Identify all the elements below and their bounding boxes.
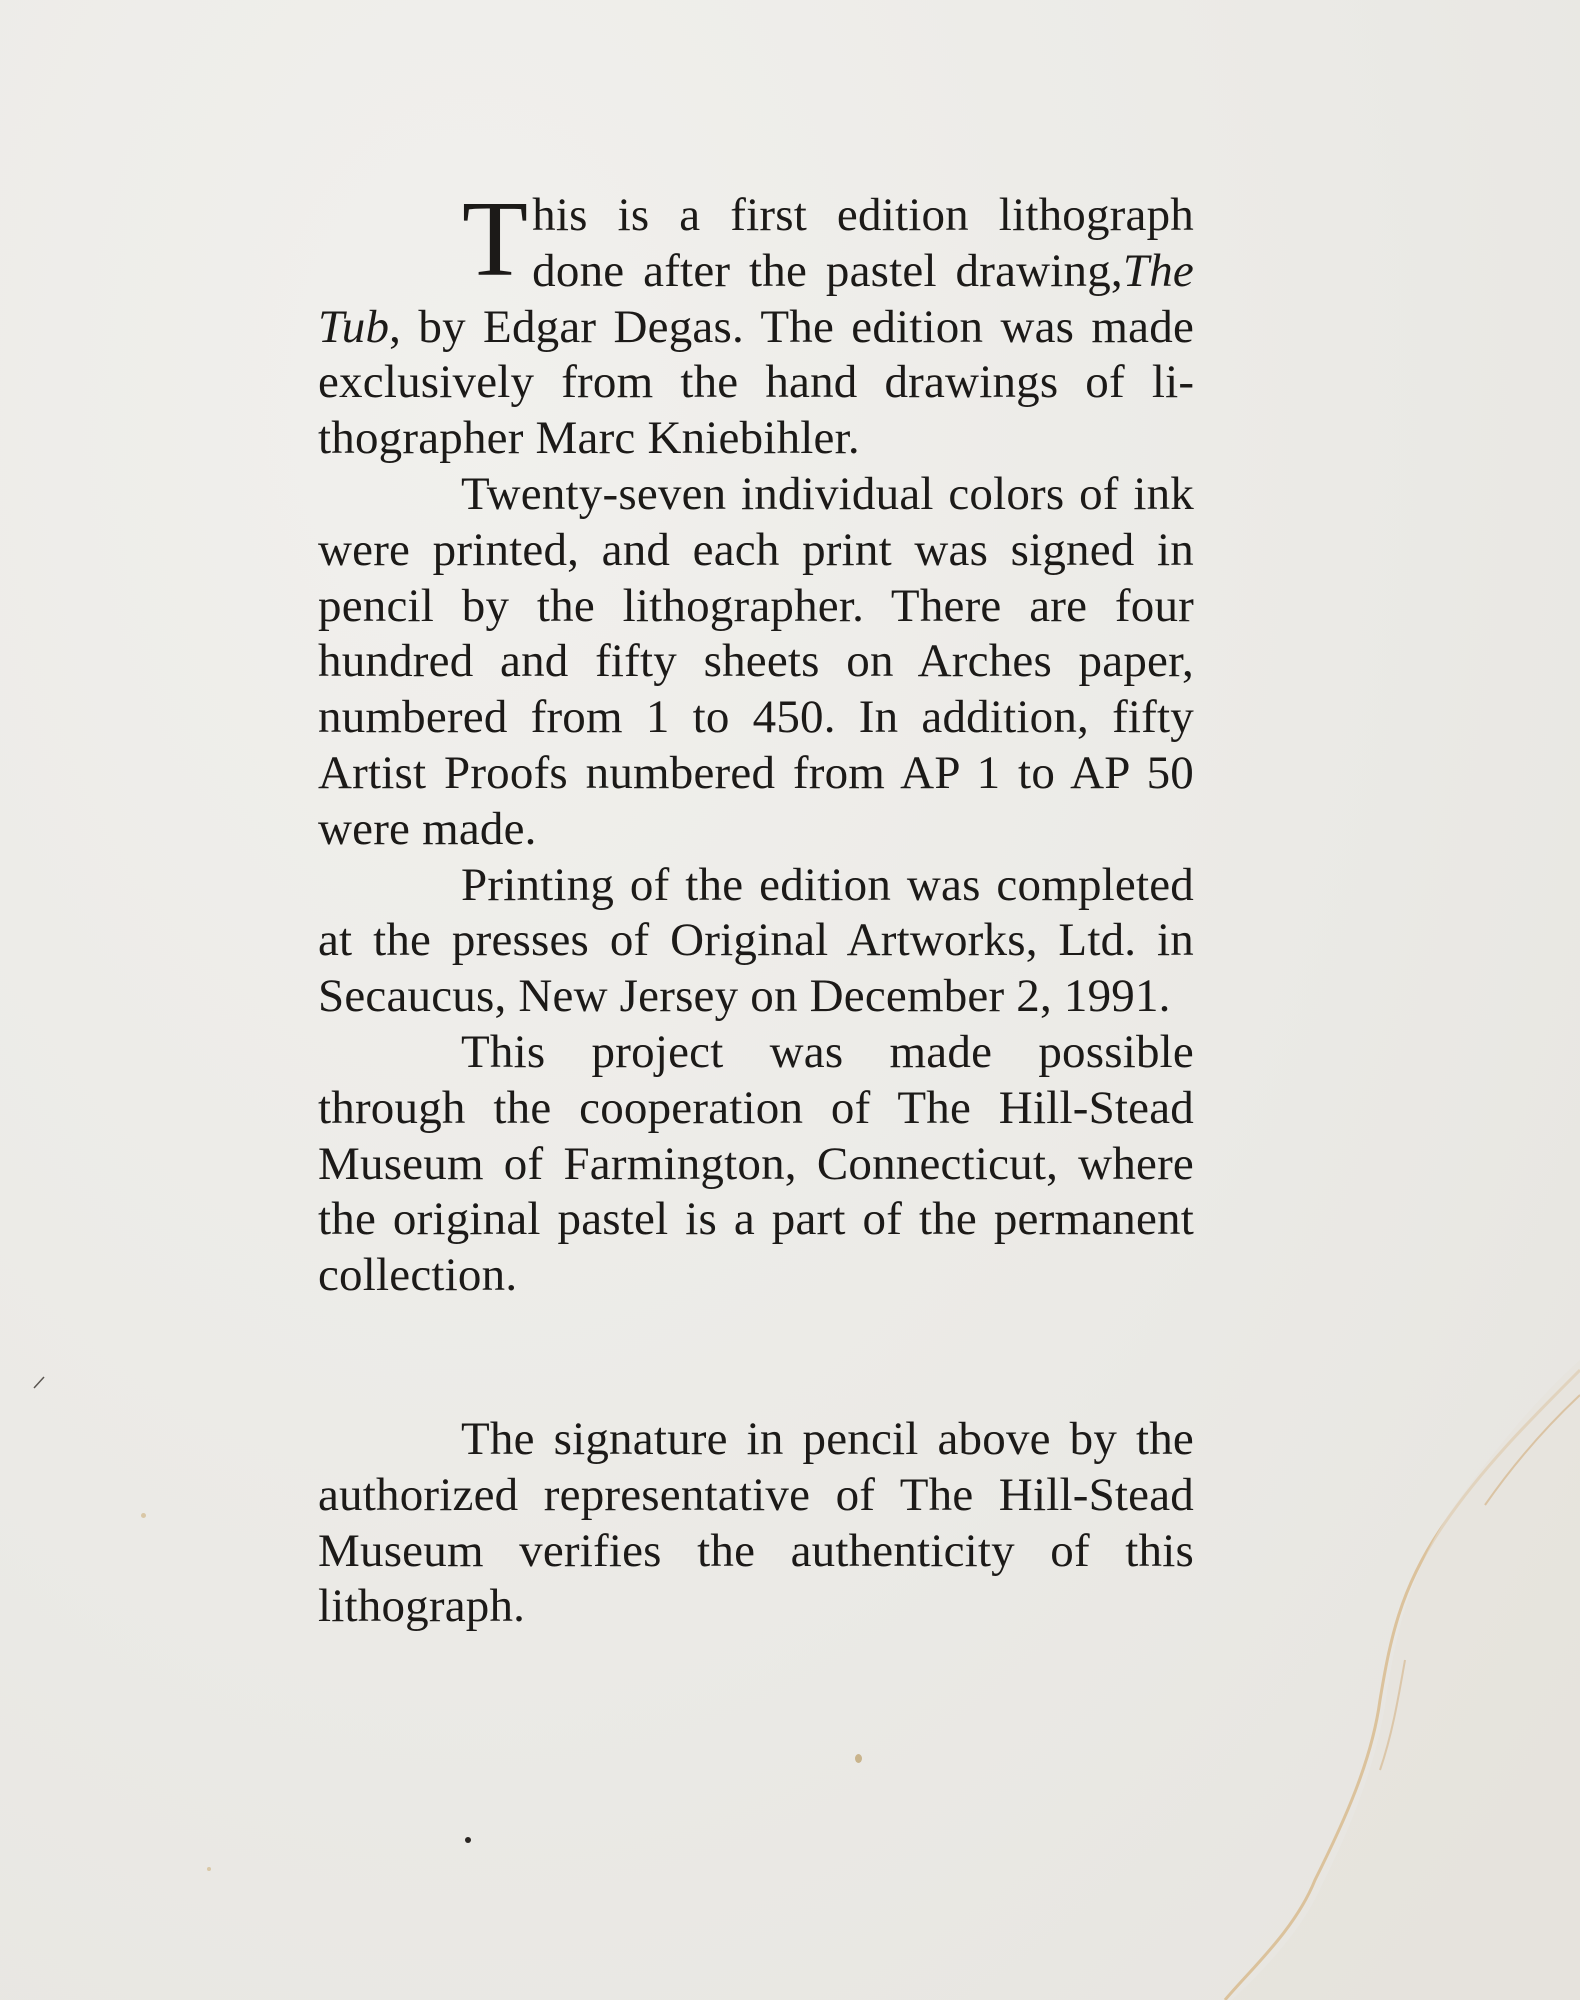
drop-cap: T	[462, 180, 529, 299]
paragraph-completion: Printing of the edition was completed at the presses of Original Artworks, Ltd. in Secaucus, New Jersey on December 2, 1991.	[318, 858, 1194, 1023]
paragraph-text: done after the pastel drawing,	[532, 244, 1123, 297]
paragraph-printing-details: Twenty-seven individual colors of ink were printed, and each print was signed in pencil by the lithographer. There are four hundred and fifty sheets on Arches paper, numbered from 1 to 450. In addition, fifty Artist Proofs numbered from AP 1 to AP 50 were made.	[318, 467, 1194, 855]
paragraph-text: , by Edgar Degas. The edition was made exclusively from the hand drawings of lithographer Marc Kniebihler.	[318, 300, 1194, 465]
spacer	[318, 1304, 1194, 1412]
paragraph-cooperation: This project was made possible through the cooperation of The Hill-Stead Museum of Farmington, Connecticut, where the original pastel is a part of the permanent collection.	[318, 1025, 1194, 1302]
first-line-text: his is a first edition lithograph	[532, 189, 1194, 241]
artwork-title: The Tub	[318, 244, 1194, 353]
paragraph-edition	[318, 180, 1194, 467]
paper-speck	[207, 1867, 211, 1871]
ink-dot	[465, 1837, 471, 1843]
paper-speck	[141, 1513, 146, 1518]
signature-note: The signature in pencil above by the authorized representative of The Hill-Stead Museum verifies the authenticity of this lithograph.	[318, 1412, 1194, 1633]
paper-speck	[855, 1754, 862, 1763]
colophon-text	[318, 180, 1194, 1635]
